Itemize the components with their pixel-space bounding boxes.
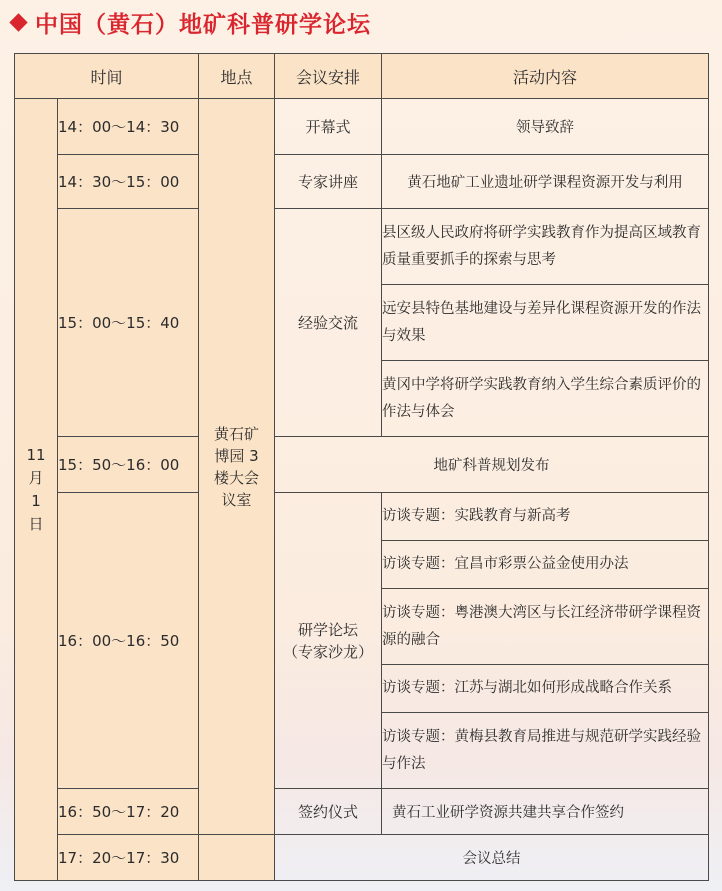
- content-cell: 访谈专题：粤港澳大湾区与长江经济带研学课程资源的融合: [382, 589, 709, 665]
- place-cell-empty: [199, 835, 275, 881]
- schedule-table: [14, 53, 709, 881]
- agenda-cell: 签约仪式: [275, 789, 382, 835]
- content-cell: 访谈专题：江苏与湖北如何形成战略合作关系: [382, 665, 709, 713]
- content-cell: 领导致辞: [382, 99, 709, 155]
- date-cell: 11 月 1 日: [15, 99, 58, 881]
- page-title: [8, 6, 371, 38]
- merged-content-cell: 地矿科普规划发布: [275, 437, 709, 493]
- time-cell: 14：00～14：30: [58, 99, 199, 155]
- table-row: [15, 99, 709, 155]
- diamond-icon: [9, 13, 27, 31]
- table-row: [15, 789, 709, 835]
- time-cell: 14：30～15：00: [58, 155, 199, 209]
- content-cell: 黄石工业研学资源共建共享合作签约: [382, 789, 709, 835]
- agenda-cell: 经验交流: [275, 209, 382, 437]
- time-cell: 15：00～15：40: [58, 209, 199, 437]
- agenda-cell: 研学论坛 （专家沙龙）: [275, 493, 382, 789]
- time-cell: 16：50～17：20: [58, 789, 199, 835]
- content-cell: 访谈专题：宜昌市彩票公益金使用办法: [382, 541, 709, 589]
- table-row: [15, 835, 709, 881]
- header-content: 活动内容: [382, 54, 709, 99]
- content-cell: 访谈专题：实践教育与新高考: [382, 493, 709, 541]
- merged-content-cell: 会议总结: [275, 835, 709, 881]
- header-time: 时间: [15, 54, 199, 99]
- time-cell: 17：20～17：30: [58, 835, 199, 881]
- header-row: [15, 54, 709, 99]
- content-cell: 访谈专题：黄梅县教育局推进与规范研学实践经验与作法: [382, 713, 709, 789]
- time-cell: 15：50～16：00: [58, 437, 199, 493]
- place-cell: 黄石矿 博园 3 楼大会 议室: [199, 99, 275, 835]
- content-cell: 县区级人民政府将研学实践教育作为提高区域教育质量重要抓手的探索与思考: [382, 209, 709, 285]
- header-agenda: 会议安排: [275, 54, 382, 99]
- agenda-cell: 开幕式: [275, 99, 382, 155]
- content-cell: 黄冈中学将研学实践教育纳入学生综合素质评价的作法与体会: [382, 361, 709, 437]
- table-row: [15, 493, 709, 541]
- content-cell: 远安县特色基地建设与差异化课程资源开发的作法与效果: [382, 285, 709, 361]
- agenda-cell: 专家讲座: [275, 155, 382, 209]
- time-cell: 16：00～16：50: [58, 493, 199, 789]
- table-row: [15, 437, 709, 493]
- content-cell: 黄石地矿工业遗址研学课程资源开发与利用: [382, 155, 709, 209]
- page-title-text: 中国（黄石）地矿科普研学论坛: [35, 10, 371, 38]
- table-row: [15, 209, 709, 285]
- table-row: [15, 155, 709, 209]
- header-place: 地点: [199, 54, 275, 99]
